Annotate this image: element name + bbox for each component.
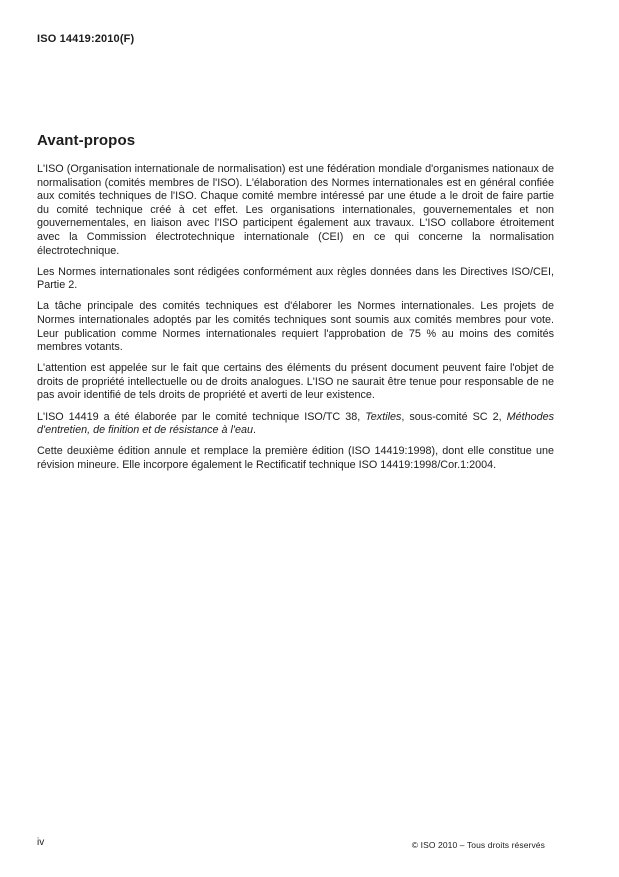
paragraph-segment: L'ISO 14419 a été élaborée par le comité technique ISO/TC 38,: [37, 410, 366, 423]
copyright-notice: © ISO 2010 – Tous droits réservés: [411, 840, 545, 850]
paragraph-segment: L'attention est appelée sur le fait que certains des éléments du présent document peuvent faire l'objet de droits de propriété intellectuelle ou de droits analogues. L'ISO ne saurait être tenue pour responsable de ne pas avoir identifié de tels droits de propriété et averti de leur existence.: [37, 362, 554, 402]
paragraph-segment: , sous-comité SC 2,: [401, 410, 507, 423]
paragraph: [37, 300, 554, 354]
paragraph-segment: L'ISO (Organisation internationale de normalisation) est une fédération mondiale d'organismes nationaux de normalisation (comités membres de l'ISO). L'élaboration des Normes internationales est en général confiée aux comités techniques de l'ISO. Chaque comité membre intéressé par une étude a le droit de faire partie du comité technique créé à cet effet. Les organisations internationales, gouvernementales et non gouvernementales, en liaison avec l'ISO participent également aux travaux. L'ISO collabore étroitement avec la Commission électrotechnique internationale (CEI) en ce qui concerne la normalisation électrotechnique.: [37, 163, 554, 257]
paragraph: [37, 362, 554, 403]
paragraph-segment: Les Normes internationales sont rédigées conformément aux règles données dans les Directives ISO/CEI, Partie 2.: [37, 265, 554, 292]
paragraph: [37, 163, 554, 258]
page-number: iv: [37, 837, 45, 848]
paragraph-segment-italic: Méthodes d'entretien, de finition et de résistance à l'eau: [37, 410, 554, 437]
paragraph: [37, 445, 554, 472]
paragraph-segment-italic: Textiles: [365, 410, 402, 423]
paragraph: [37, 411, 554, 438]
paragraph-segment: La tâche principale des comités techniques est d'élaborer les Normes internationales. Les projets de Normes internationales adoptés par les comités techniques sont soumis aux comités membres pour vote. Leur publication comme Normes internationales requiert l'approbation de 75 % au moins des comités membres votants.: [37, 300, 554, 354]
foreword-body: [37, 163, 554, 480]
paragraph-segment: Cette deuxième édition annule et remplace la première édition (ISO 14419:1998), dont elle constitue une révision mineure. Elle incorpore également le Rectificatif technique ISO 14419:1998/Cor.1:2004.: [37, 445, 554, 471]
paragraph: [37, 266, 554, 293]
paragraph-segment: .: [253, 424, 257, 437]
running-header: ISO 14419:2010(F): [37, 33, 135, 45]
page-title: Avant-propos: [37, 132, 136, 149]
